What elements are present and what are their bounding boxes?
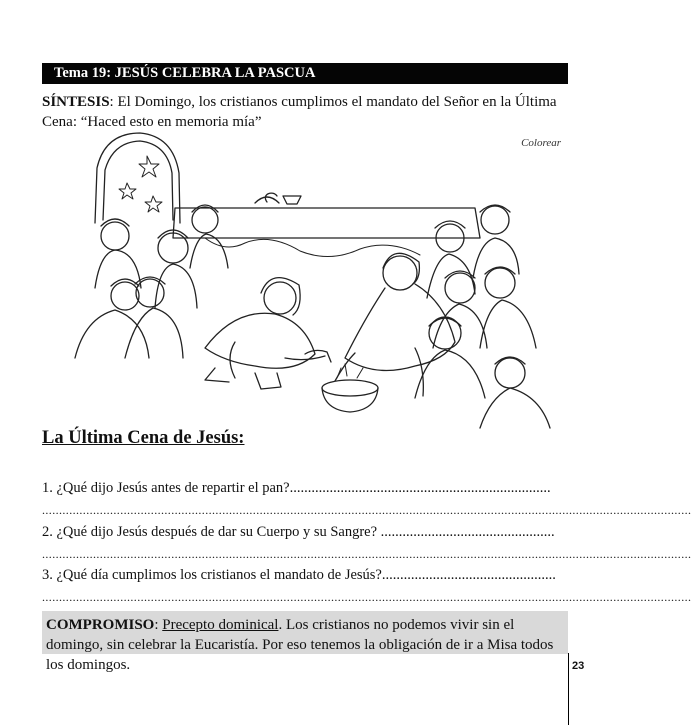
sintesis-label: SÍNTESIS — [42, 94, 110, 110]
answer-line-3[interactable]: ............................................................................................................................................................................................... — [42, 590, 691, 604]
coloring-instruction: Colorear — [521, 137, 561, 149]
question-3: 3. ¿Qué día cumplimos los cristianos el mandato de Jesús?................................................ — [42, 567, 556, 583]
compromiso-underlined: Precepto dominical — [162, 617, 279, 633]
last-supper-illustration — [55, 128, 575, 428]
question-2: 2. ¿Qué dijo Jesús después de dar su Cuerpo y su Sangre? ................................................ — [42, 524, 555, 540]
compromiso-colon: : — [154, 617, 163, 633]
section-title: La Última Cena de Jesús: — [42, 428, 245, 448]
answer-line-2[interactable]: ............................................................................................................................................................................................... — [42, 547, 691, 561]
compromiso-text: . Los cristianos no podemos vivir sin el domingo, sin celebrar la Eucaristía. Por eso tenemos la obligación de ir a Misa todos los domingos. — [46, 617, 554, 673]
sintesis-paragraph — [42, 92, 570, 132]
answer-line-1[interactable]: ............................................................................................................................................................................................... — [42, 503, 691, 517]
page-number: 23 — [572, 660, 585, 672]
page-margin-line — [568, 653, 569, 725]
question-1: 1. ¿Qué dijo Jesús antes de repartir el pan?........................................................................ — [42, 480, 551, 496]
lesson-title-bar — [42, 63, 568, 84]
lesson-title: Tema 19: JESÚS CELEBRA LA PASCUA — [54, 65, 316, 81]
compromiso-label: COMPROMISO — [46, 617, 155, 633]
sintesis-text: : El Domingo, los cristianos cumplimos el mandato del Señor en la Última Cena: “Haced esto en memoria mía” — [42, 94, 557, 130]
compromiso-box — [42, 611, 568, 673]
